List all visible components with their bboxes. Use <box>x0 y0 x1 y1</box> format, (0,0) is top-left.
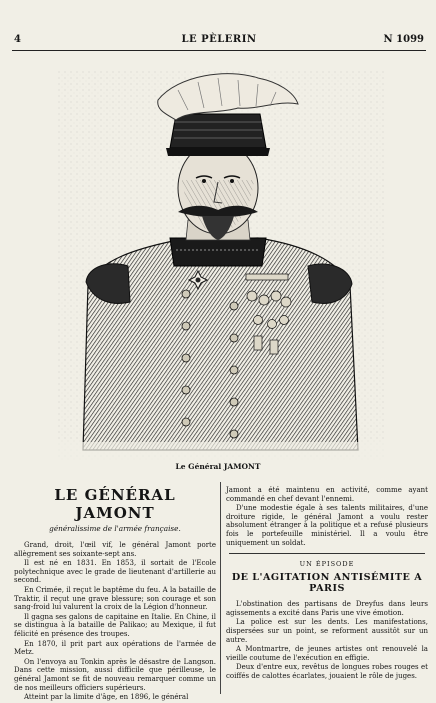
article-title: LE GÉNÉRAL JAMONT <box>54 486 176 522</box>
section-paragraph: A Montmartre, de jeunes artistes ont renouvelé la vieille coutume de l'exécution en effigie. <box>226 645 428 662</box>
article-paragraph: Il gagna ses galons de capitaine en Italie. En Chine, il se distingua à la bataille de Palikao; au Mexique, il fut félicité en présence des troupes. <box>14 612 216 638</box>
article-column-left <box>14 482 216 703</box>
header-rule <box>12 50 426 51</box>
page-header <box>12 34 426 50</box>
portrait-caption: Le Général JAMONT <box>175 462 261 471</box>
section-paragraph: Deux d'entre eux, revêtus de longues robes rouges et coiffés de calottes écarlates, jouaient le rôle de juges. <box>226 663 428 680</box>
article-paragraph: Atteint par la limite d'âge, en 1896, le général <box>24 693 189 702</box>
section-paragraph: L'obstination des partisans de Dreyfus dans leurs agissements a excité dans Paris une vive émotion. <box>226 600 428 617</box>
article-paragraph: En 1870, il prit part aux opérations de l'armée de Metz. <box>14 639 216 657</box>
article-continuation: D'une modestie égale à ses talents militaires, d'une droiture rigide, le général Jamont a voulu rester absolument étranger à la politique et a refusé plusieurs fois le portefeuille ministériel. Il a voulu être uniquement un soldat. <box>226 504 428 547</box>
publication-title: LE PÈLERIN <box>181 34 257 45</box>
article-paragraph: Grand, droit, l'œil vif, le général Jamont porte allègrement ses soixante-sept ans. <box>14 541 216 558</box>
issue-number: N 1099 <box>383 34 424 45</box>
section-title: DE L'AGITATION ANTISÉMITE A PARIS <box>231 572 423 595</box>
article-continuation: Jamont a été maintenu en activité, comme ayant commandé en chef devant l'ennemi. <box>226 486 428 503</box>
article-subtitle: généralissime de l'armée française. <box>49 524 181 533</box>
article-paragraph: En Crimée, il reçut le baptême du feu. A la bataille de Traktir, il reçut une grave blessure; son courage et son sang-froid lui valurent la croix de la Légion d'honneur. <box>14 585 216 612</box>
section-paragraph: La police est sur les dents. Les manifestations, dispersées sur un point, se reforment aussitôt sur un autre. <box>226 618 428 644</box>
page-number: 4 <box>14 34 21 45</box>
article-paragraph: On l'envoya au Tonkin après le désastre de Langson. Dans cette mission, aussi difficile que périlleuse, le général Jamont se fit de nouveau remarquer comme un de nos meilleurs officiers supérieurs. <box>14 657 216 692</box>
section-rule <box>229 553 425 554</box>
article-paragraph: Il est né en 1831. En 1853, il sortait de l'Ecole polytechnique avec le grade de lieutenant d'artillerie au second. <box>14 559 216 585</box>
column-divider <box>220 482 221 694</box>
section-kicker: UN ÉPISODE <box>299 560 355 569</box>
article-column-right <box>226 486 428 682</box>
general-portrait-engraving <box>58 70 384 460</box>
